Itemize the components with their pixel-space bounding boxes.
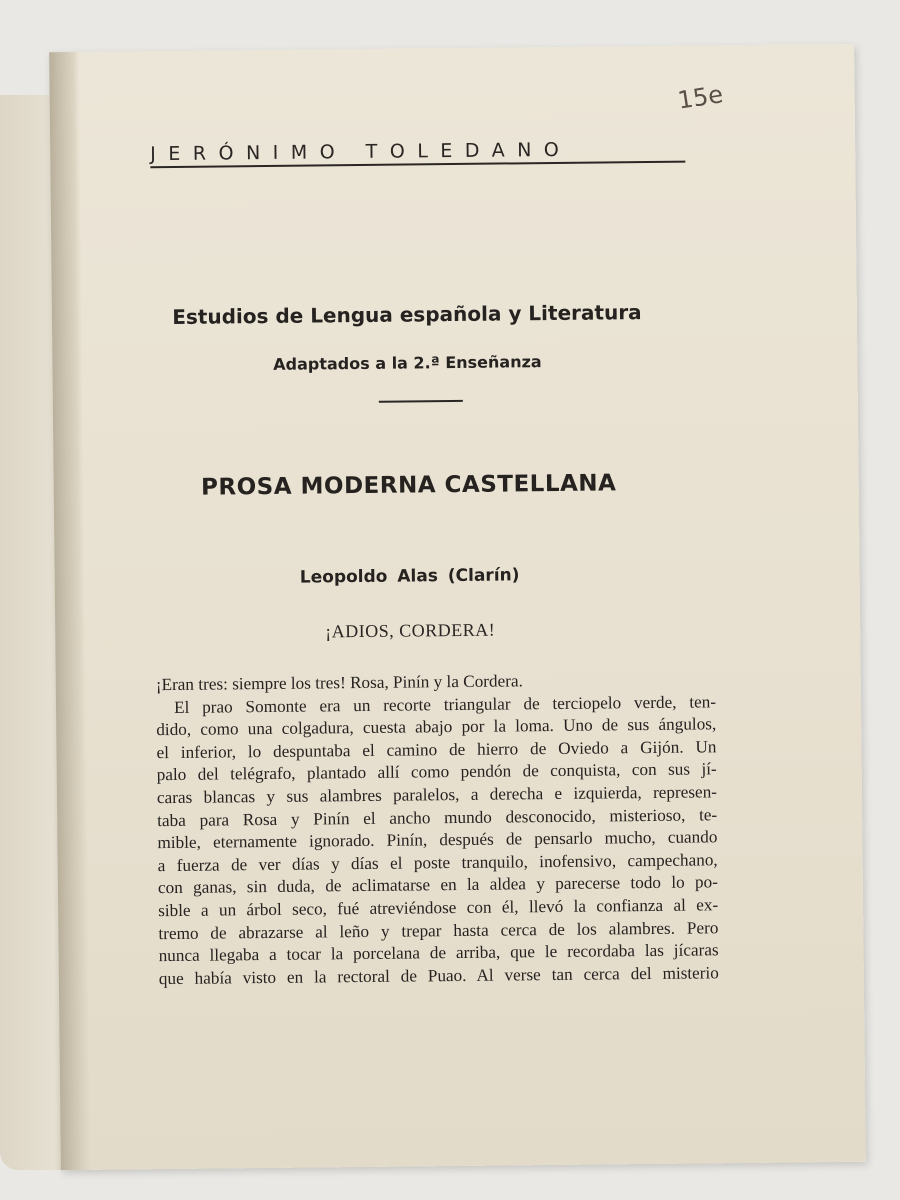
- text-line: sible a un árbol seco, fué atreviéndose con él, llevó la confianza al ex-: [158, 895, 719, 921]
- text-line: nunca llegaba a tocar la porcelana de arriba, que le recordaba las jícaras: [158, 940, 719, 966]
- book-page: [49, 44, 866, 1170]
- text-line: que había visto en la rectoral de Puao. Al verse tan cerca del misterio: [158, 963, 719, 988]
- story-title: ¡ADIOS, CORDERA!: [325, 619, 496, 642]
- story-body-text: [156, 668, 719, 990]
- author-header: JERÓNIMO TOLEDANO: [150, 138, 685, 169]
- text-line: mible, eternamente ignorado. Pinín, después de pensarlo mucho, cuando: [157, 827, 718, 853]
- text-line: caras blancas y sus alambres paralelos, a derecha e izquierda, represen-: [156, 782, 718, 808]
- text-line: ¡Eran tres: siempre los tres! Rosa, Pinín y la Cordera.: [155, 671, 523, 695]
- book-title: Estudios de Lengua española y Literatura: [172, 300, 642, 329]
- text-line: a fuerza de ver días y días el poste tranquilo, inofensivo, campechano,: [157, 850, 718, 875]
- story-author: Leopoldo Alas (Clarín): [299, 565, 520, 588]
- text-line: El prao Somonte era un recorte triangular de terciopelo verde, ten-: [173, 691, 717, 717]
- book-subtitle: Adaptados a la 2.ª Enseñanza: [273, 352, 542, 374]
- section-title: PROSA MODERNA CASTELLANA: [200, 470, 617, 501]
- text-line: taba para Rosa y Pinín el ancho mundo desconocido, misterioso, te-: [157, 804, 718, 830]
- text-line: el inferior, lo despuntaba el camino de hierro de Oviedo a Gijón. Un: [156, 737, 717, 762]
- divider-rule: [379, 400, 463, 403]
- text-line: palo del telégrafo, plantado allí como pendón de conquista, con sus jí-: [156, 759, 717, 785]
- text-line: dido, como una colgadura, cuesta abajo por la loma. Uno de sus ángulos,: [156, 714, 717, 740]
- text-line: tremo de abrazarse al leño y trepar hasta cerca de los alambres. Pero: [158, 917, 719, 943]
- text-line: con ganas, sin duda, de aclimatarse en la aldea y parecerse todo lo po-: [157, 872, 718, 898]
- handwritten-price-note: 15e: [675, 80, 725, 115]
